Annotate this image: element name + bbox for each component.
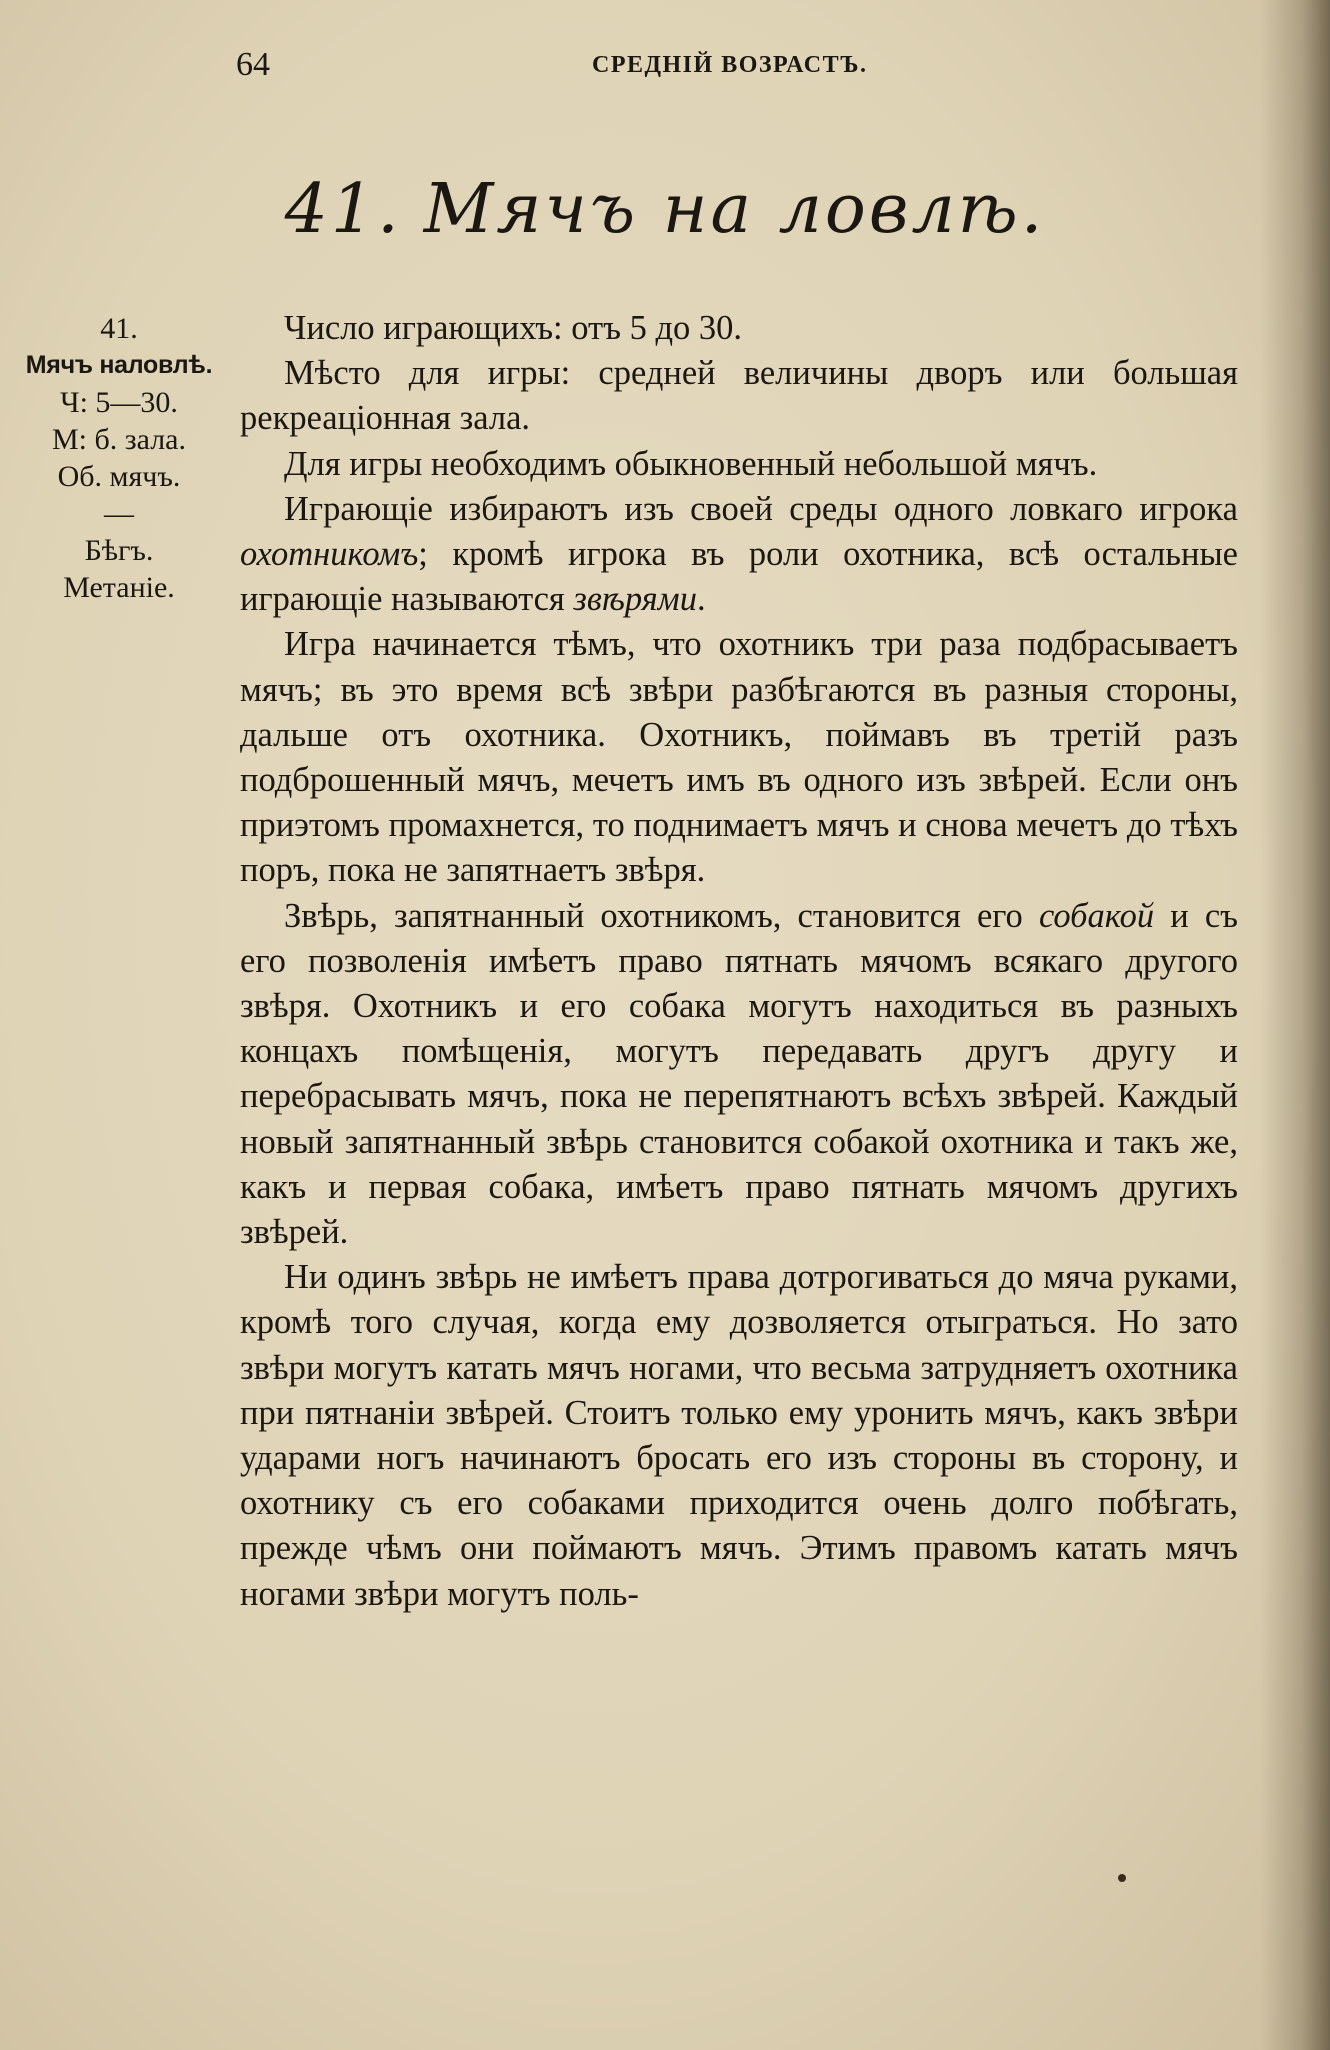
text-segment: . bbox=[696, 580, 706, 619]
running-head bbox=[236, 46, 1236, 96]
paragraph-rules: Ни одинъ звѣрь не имѣетъ права дотрогиваться до мяча руками, кромѣ того случая, когда ему дозволяется отыграться. Но зато звѣри могутъ катать мячъ ногами, что весьма затрудняетъ охотника при пятнаніи звѣрей. Стоитъ только ему уронить мячъ, какъ звѣри ударами ногъ начинаютъ бросать его изъ стороны въ сторону, и охотнику съ его собаками приходится очень долго побѣгать, прежде чѣмъ они поймаютъ мячъ. Этимъ правомъ катать мячъ ногами звѣри могутъ поль- bbox=[240, 1258, 1238, 1613]
running-title: СРЕДНІЙ ВОЗРАСТЪ. bbox=[592, 52, 868, 78]
text-segment: ; кромѣ игрока въ роли охотника, всѣ остальные играющіе называются bbox=[240, 535, 1238, 619]
paragraph-players: Число играющихъ: отъ 5 до 30. bbox=[284, 309, 743, 347]
ink-speck bbox=[1118, 1874, 1126, 1882]
text-segment: Звѣрь, запятнанный охотникомъ, становится его bbox=[284, 896, 1023, 935]
margin-equipment: Об. мячъ. bbox=[57, 460, 181, 493]
margin-skill-running: Бѣгъ. bbox=[84, 534, 154, 567]
paragraph-dog bbox=[240, 894, 1238, 1256]
term-hunter: охотникомъ bbox=[240, 535, 419, 574]
spine-shadow bbox=[1260, 0, 1330, 2050]
chapter-name: Мячъ на ловлѣ. bbox=[423, 170, 1046, 249]
margin-dash: — bbox=[104, 497, 134, 530]
body-text bbox=[240, 306, 1238, 1617]
margin-number: 41. bbox=[100, 312, 138, 345]
paragraph-place: Мѣсто для игры: средней величины дворъ или большая рекреаціонная зала. bbox=[240, 354, 1238, 438]
margin-place: М: б. зала. bbox=[52, 423, 186, 456]
margin-players: Ч: 5—30. bbox=[60, 386, 178, 419]
margin-title: Мячъ наловлѣ. bbox=[25, 351, 213, 379]
margin-skill-throwing: Метаніе. bbox=[63, 571, 175, 604]
page-number: 64 bbox=[236, 46, 270, 83]
term-beasts: звѣрями bbox=[573, 580, 697, 619]
text-segment: Играющіе избираютъ изъ своей среды одного ловкаго игрока bbox=[284, 489, 1238, 528]
margin-note bbox=[8, 310, 230, 606]
paragraph-game-start: Игра начинается тѣмъ, что охотникъ три раза подбрасываетъ мячъ; въ это время всѣ звѣри разбѣгаются въ разныя стороны, дальше отъ охотника. Охотникъ, поймавъ въ третій разъ подброшенный мячъ, мечетъ имъ въ одного изъ звѣрей. Если онъ приэтомъ промахнется, то поднимаетъ мячъ и снова мечетъ до тѣхъ поръ, пока не запятнаетъ звѣря. bbox=[240, 625, 1238, 890]
text-segment: и съ его позволенія имѣетъ право пятнать мячомъ всякаго другого звѣря. Охотникъ и его собака могутъ находиться въ разныхъ концахъ помѣщенія, могутъ передавать другъ другу и перебрасывать мячъ, пока не перепятнаютъ всѣхъ звѣрей. Каждый новый запятнанный звѣрь становится собакой охотника и такъ же, какъ и первая собака, имѣетъ право пятнать мячомъ другихъ звѣрей. bbox=[240, 896, 1238, 1252]
paragraph-equipment: Для игры необходимъ обыкновенный небольшой мячъ. bbox=[284, 444, 1098, 483]
paragraph-roles bbox=[240, 487, 1238, 623]
chapter-number: 41. bbox=[284, 170, 402, 249]
term-dog: собакой bbox=[1038, 896, 1155, 935]
chapter-title bbox=[0, 170, 1330, 249]
